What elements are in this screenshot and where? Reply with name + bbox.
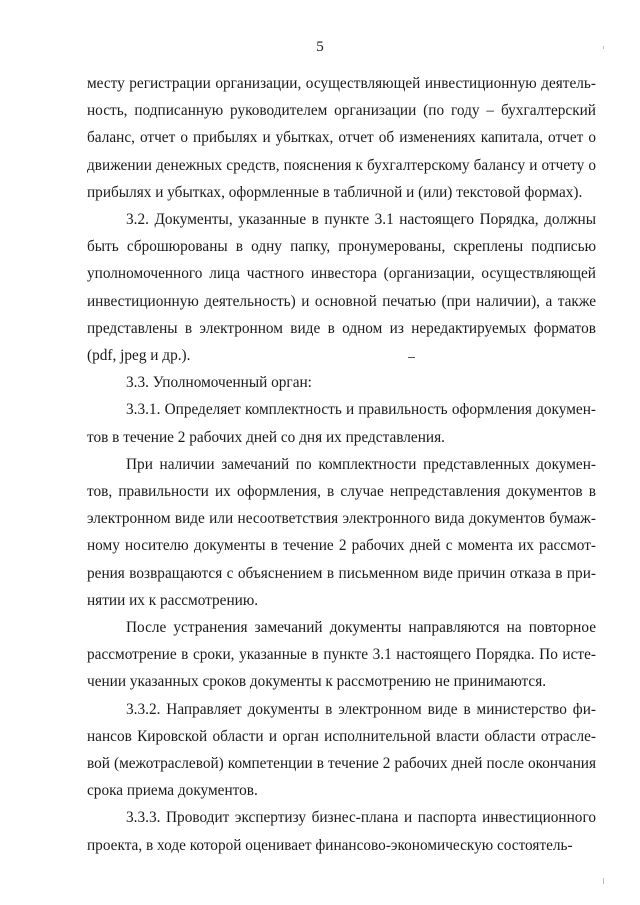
scan-mark: [408, 357, 415, 358]
paragraph-3-2: 3.2. Документы, указанные в пункте 3.1 настоящего Порядка, должны быть сброшюрованы в одну папку, пронумерованы, скреплены подписью уполномоченного лица частного инвестора (организации, осуществляющей инвестиционную деятельность) и основной печатью (при наличии), а также представлены в электронном виде в одном из нередактируемых форматов (pdf, jpeg и др.).: [87, 211, 596, 365]
paragraph-continuation: месту регистрации организации, осуществляющей инвестиционную деятельность, подписанную руководителем организации (по году – бухгалтерский баланс, отчет о прибылях и убытках, отчет об изменениях капитала, отчет о движении денежных средств, пояснения к бухгалтерскому балансу и отчету о прибылях и убытках, оформленные в табличной и (или) текстовой формах).: [87, 75, 596, 201]
paragraph-3-3-1: 3.3.1. Определяет комплектность и правильность оформления документов в течение 2 рабочих дней со дня их представления.: [87, 401, 596, 446]
page-number: 5: [316, 39, 324, 55]
scan-edge-mark: [603, 878, 604, 884]
paragraph-remarks: При наличии замечаний по комплектности представленных документов, правильности их оформления, в случае непредставления документов в электронном виде или несоответствия электронного вида документов бумажному носителю документы в течение 2 рабочих дней с момента их рассмотрения возвращаются с объяснением в письменном виде причин отказа в принятии их к рассмотрению.: [87, 455, 596, 609]
paragraph-3-3: 3.3. Уполномоченный орган:: [126, 374, 312, 392]
paragraph-3-3-3: 3.3.3. Проводит экспертизу бизнес-плана и паспорта инвестиционного проекта, в ходе которой оценивает финансово-экономическую состоятель-: [87, 809, 596, 854]
document-body: [87, 70, 596, 859]
paragraph-3-3-2: 3.3.2. Направляет документы в электронном виде в министерство финансов Кировской области и орган исполнительной власти области отраслевой (межотраслевой) компетенции в течение 2 рабочих дней после окончания срока приема документов.: [87, 700, 596, 800]
scan-edge-mark: [603, 46, 604, 49]
paragraph-after-correction: После устранения замечаний документы направляются на повторное рассмотрение в сроки, указанные в пункте 3.1 настоящего Порядка. По истечении указанных сроков документы к рассмотрению не принимаются.: [87, 619, 596, 691]
